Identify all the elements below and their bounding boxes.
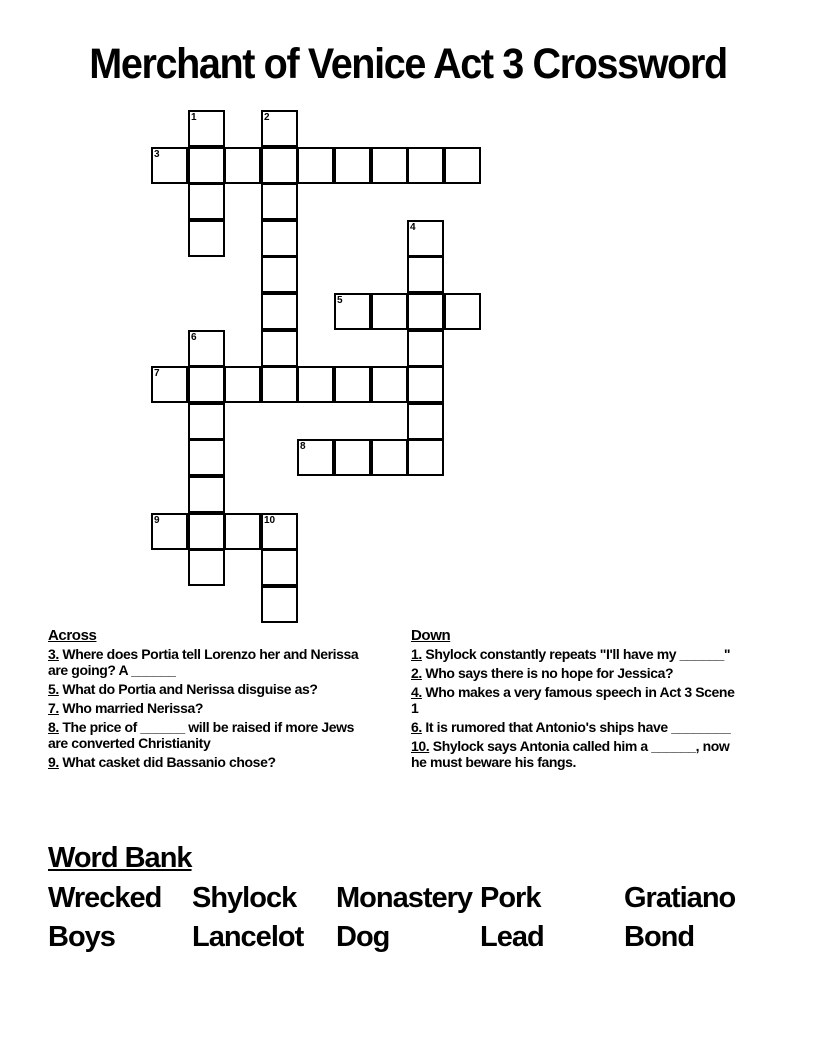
grid-cell[interactable] [188,183,225,220]
grid-cell[interactable] [261,110,298,147]
grid-cell[interactable] [188,513,225,550]
word-bank-item: Boys [48,921,115,953]
clue-text: Who makes a very famous speech in Act 3 Scene 1 [411,684,735,716]
grid-cell[interactable] [407,256,444,293]
clue-number-label: 9 [154,515,160,526]
clue-number-label: 4 [410,222,416,233]
grid-cell[interactable] [188,549,225,586]
clue-down-10 [411,738,741,770]
across-heading: Across [48,627,97,644]
grid-cell[interactable] [261,147,298,184]
clue-number: 2. [411,665,422,681]
grid-cell[interactable] [188,220,225,257]
clue-number: 5. [48,681,59,697]
page-title: Merchant of Venice Act 3 Crossword [89,40,727,88]
clue-number: 1. [411,646,422,662]
clue-down-6 [411,719,741,735]
grid-cell[interactable] [188,110,225,147]
grid-cell[interactable] [261,549,298,586]
grid-cell[interactable] [334,439,371,476]
word-bank-item: Lead [480,921,544,953]
grid-cell[interactable] [261,293,298,330]
down-heading: Down [411,627,451,644]
clue-text: Where does Portia tell Lorenzo her and Nerissa are going? A ______ [48,646,359,678]
grid-cell[interactable] [371,293,408,330]
clue-number-label: 2 [264,112,270,123]
clue-number: 3. [48,646,59,662]
clue-number: 8. [48,719,59,735]
word-bank-item: Dog [336,921,390,953]
grid-cell[interactable] [188,330,225,367]
clue-number-label: 10 [264,515,276,526]
grid-cell[interactable] [188,439,225,476]
word-bank-item: Monastery [336,882,473,914]
word-bank-item: Pork [480,882,541,914]
clue-down-2 [411,665,741,681]
grid-cell[interactable] [334,293,371,330]
clue-down-1 [411,646,741,662]
grid-cell[interactable] [444,293,481,330]
grid-cell[interactable] [371,439,408,476]
clue-number: 7. [48,700,59,716]
clue-text: Who married Nerissa? [62,700,203,716]
clue-number-label: 5 [337,295,343,306]
clue-number-label: 8 [300,441,306,452]
grid-cell[interactable] [334,147,371,184]
clue-across-9 [48,754,368,770]
grid-cell[interactable] [151,513,188,550]
across-clues [48,628,368,773]
clue-text: What do Portia and Nerissa disguise as? [62,681,318,697]
clue-across-3 [48,646,368,678]
grid-cell[interactable] [297,439,334,476]
clue-number: 6. [411,719,422,735]
clue-number-label: 1 [191,112,197,123]
grid-cell[interactable] [297,366,334,403]
clue-number-label: 3 [154,149,160,160]
clue-text: Shylock says Antonia called him a ______, now he must beware his fangs. [411,738,730,770]
clue-text: What casket did Bassanio chose? [62,754,276,770]
grid-cell[interactable] [188,366,225,403]
grid-cell[interactable] [261,586,298,623]
grid-cell[interactable] [188,403,225,440]
word-bank-item: Wrecked [48,882,162,914]
word-bank-heading: Word Bank [48,842,192,874]
grid-cell[interactable] [261,513,298,550]
grid-cell[interactable] [224,147,261,184]
word-bank [48,882,788,954]
grid-cell[interactable] [407,439,444,476]
grid-cell[interactable] [444,147,481,184]
down-clues [411,628,741,773]
grid-cell[interactable] [224,513,261,550]
grid-cell[interactable] [407,403,444,440]
grid-cell[interactable] [151,366,188,403]
clue-number-label: 7 [154,368,160,379]
grid-cell[interactable] [261,366,298,403]
grid-cell[interactable] [371,147,408,184]
grid-cell[interactable] [261,330,298,367]
clue-text: Who says there is no hope for Jessica? [425,665,674,681]
grid-cell[interactable] [407,366,444,403]
word-bank-item: Lancelot [192,921,304,953]
grid-cell[interactable] [407,147,444,184]
word-bank-item: Bond [624,921,695,953]
clue-number-label: 6 [191,332,197,343]
word-bank-item: Gratiano [624,882,736,914]
clue-across-7 [48,700,368,716]
clue-number: 10. [411,738,430,754]
grid-cell[interactable] [261,183,298,220]
grid-cell[interactable] [407,330,444,367]
clue-number: 9. [48,754,59,770]
clue-number: 4. [411,684,422,700]
grid-cell[interactable] [261,220,298,257]
grid-cell[interactable] [297,147,334,184]
grid-cell[interactable] [188,147,225,184]
clue-text: It is rumored that Antonio's ships have ________ [425,719,731,735]
clue-down-4 [411,684,741,716]
grid-cell[interactable] [224,366,261,403]
clue-text: Shylock constantly repeats "I'll have my ______" [425,646,731,662]
grid-cell[interactable] [261,256,298,293]
grid-cell[interactable] [151,147,188,184]
grid-cell[interactable] [407,220,444,257]
clue-text: The price of ______ will be raised if more Jews are converted Christianity [48,719,355,751]
grid-cell[interactable] [371,366,408,403]
clue-across-8 [48,719,368,751]
grid-cell[interactable] [407,293,444,330]
clue-across-5 [48,681,368,697]
grid-cell[interactable] [188,476,225,513]
word-bank-item: Shylock [192,882,297,914]
grid-cell[interactable] [334,366,371,403]
